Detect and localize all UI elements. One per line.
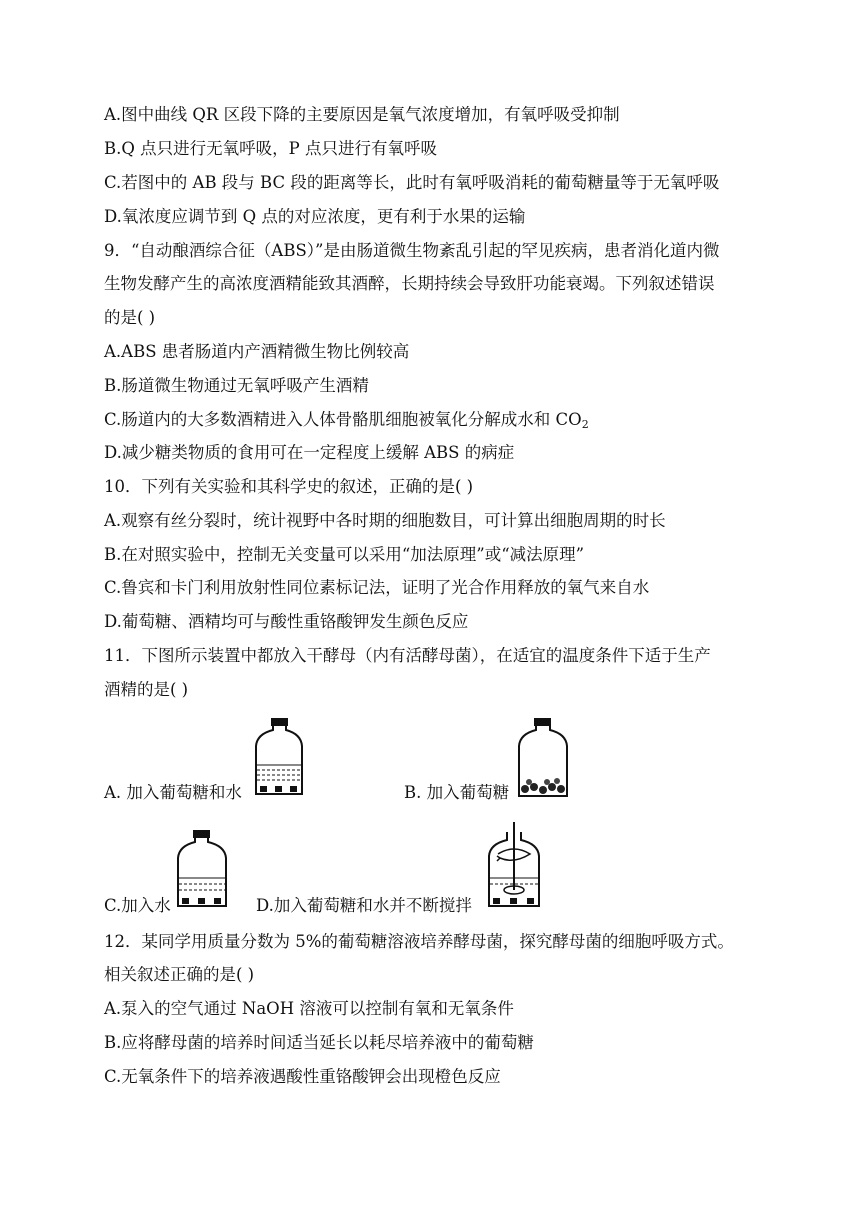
q12-option-c: C.无氧条件下的培养液遇酸性重铬酸钾会出现橙色反应 [104, 1067, 501, 1086]
q10-option-b: B.在对照实验中，控制无关变量可以采用“加法原理”或“减法原理” [104, 545, 585, 564]
q9-option-d: D.减少糖类物质的食用可在一定程度上缓解 ABS 的病症 [104, 443, 515, 462]
q8-option-c: C.若图中的 AB 段与 BC 段的距离等长，此时有氧呼吸消耗的葡萄糖量等于无氧呼吸 [104, 173, 720, 192]
q8-option-d: D.氧浓度应调节到 Q 点的对应浓度，更有利于水果的运输 [104, 207, 526, 226]
q8-option-b: B.Q 点只进行无氧呼吸，P 点只进行有氧呼吸 [104, 139, 437, 158]
q9-stem-line2: 生物发酵产生的高浓度酒精能致其酒醉，长期持续会导致肝功能衰竭。下列叙述错误 [104, 274, 715, 293]
q12-option-b: B.应将酵母菌的培养时间适当延长以耗尽培养液中的葡萄糖 [104, 1033, 534, 1052]
q11-option-c: C.加入水 [104, 896, 171, 915]
q9-stem-line1: 9．“自动酿酒综合征（ABS）”是由肠道微生物紊乱引起的罕见疾病，患者消化道内微 [104, 241, 720, 260]
q11-stem-line1: 11．下图所示装置中都放入干酵母（内有活酵母菌），在适宜的温度条件下适于生产 [104, 646, 711, 665]
q9-option-a: A.ABS 患者肠道内产酒精微生物比例较高 [104, 342, 410, 361]
q11-stem-line2: 酒精的是( ) [104, 680, 189, 699]
q11-option-d: D.加入葡萄糖和水并不断搅拌 [256, 896, 472, 915]
bottle-c-illustration [172, 828, 232, 912]
q9-option-b: B.肠道微生物通过无氧呼吸产生酒精 [104, 376, 369, 395]
q10-option-a: A.观察有丝分裂时，统计视野中各时期的细胞数目，可计算出细胞周期的时长 [104, 511, 666, 530]
q9-option-c-text: C.肠道内的大多数酒精进入人体骨骼肌细胞被氧化分解成水和 CO [104, 410, 582, 429]
q9-option-c [104, 408, 760, 437]
bottle-d-stirred-illustration [483, 820, 545, 912]
q11-option-b: B. 加入葡萄糖 [404, 783, 510, 802]
q10-option-c: C.鲁宾和卡门利用放射性同位素标记法，证明了光合作用释放的氧气来自水 [104, 578, 650, 597]
bottle-a-illustration [251, 716, 307, 798]
q8-option-a: A.图中曲线 QR 区段下降的主要原因是氧气浓度增加，有氧呼吸受抑制 [104, 105, 620, 124]
q10-option-d: D.葡萄糖、酒精均可与酸性重铬酸钾发生颜色反应 [104, 612, 469, 631]
q9-option-c-subscript: 2 [581, 418, 589, 431]
q12-stem-line2: 相关叙述正确的是( ) [104, 965, 255, 984]
q12-stem-line1: 12．某同学用质量分数为 5%的葡萄糖溶液培养酵母菌，探究酵母菌的细胞呼吸方式。 [104, 932, 734, 951]
q10-stem: 10．下列有关实验和其科学史的叙述，正确的是( ) [104, 477, 474, 496]
bottle-b-illustration [514, 716, 572, 798]
q11-option-a: A. 加入葡萄糖和水 [104, 783, 242, 802]
q9-stem-line3: 的是( ) [104, 308, 156, 327]
q12-option-a: A.泵入的空气通过 NaOH 溶液可以控制有氧和无氧条件 [104, 999, 514, 1018]
